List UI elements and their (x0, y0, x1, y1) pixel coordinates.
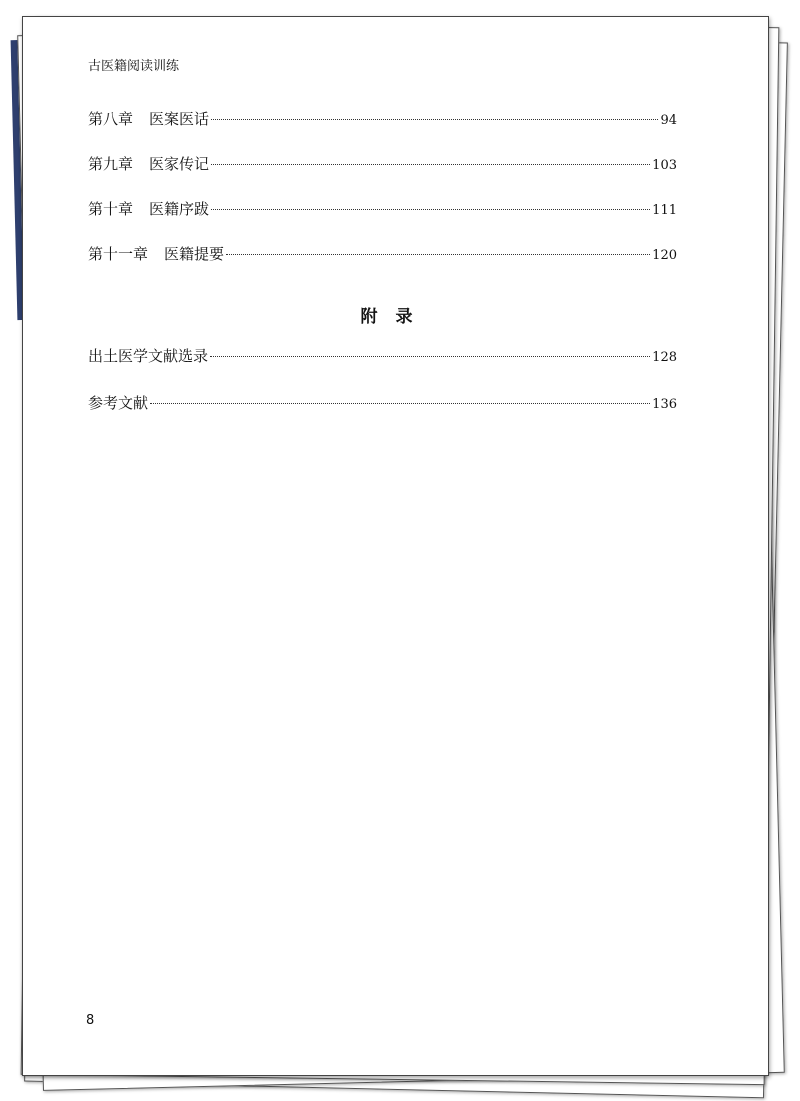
toc-entry-chapter-8[interactable] (88, 108, 677, 130)
toc-chapter-number: 第十章 (88, 200, 134, 218)
toc-page (22, 16, 769, 1076)
toc-dot-leader (211, 164, 650, 165)
toc-page-number: 120 (652, 248, 677, 263)
toc-chapter-number: 第九章 (88, 155, 134, 173)
toc-dot-leader (226, 254, 650, 255)
toc-chapter-title: 医籍提要 (164, 245, 225, 263)
toc-page-number: 111 (652, 203, 677, 218)
toc-page-number: 94 (660, 113, 677, 128)
running-head: 古医籍阅读训练 (88, 59, 180, 74)
toc-dot-leader (211, 119, 658, 120)
toc-chapter-number: 第十一章 (88, 245, 149, 263)
toc-chapter-title: 医籍序跋 (149, 200, 210, 218)
toc-entry-chapter-11[interactable] (88, 243, 677, 265)
toc-chapter-number: 第八章 (88, 110, 134, 128)
toc-page-number: 128 (652, 350, 677, 365)
toc-entry-title: 参考文献 (88, 394, 149, 412)
toc-entry-chapter-9[interactable] (88, 153, 677, 175)
toc-dot-leader (211, 209, 650, 210)
toc-page-number: 136 (652, 397, 677, 412)
toc-dot-leader (210, 356, 650, 357)
toc-entry-references[interactable] (88, 392, 677, 414)
toc-entry-chapter-10[interactable] (88, 198, 677, 220)
toc-entry-title: 出土医学文献选录 (88, 347, 209, 365)
appendix-heading: 附录 (360, 307, 431, 327)
toc-dot-leader (150, 403, 650, 404)
toc-entry-appendix-excavated-texts[interactable] (88, 345, 677, 367)
toc-chapter-title: 医案医话 (149, 110, 210, 128)
toc-chapter-title: 医家传记 (149, 155, 210, 173)
page-number: 8 (86, 1013, 95, 1028)
toc-page-number: 103 (652, 158, 677, 173)
